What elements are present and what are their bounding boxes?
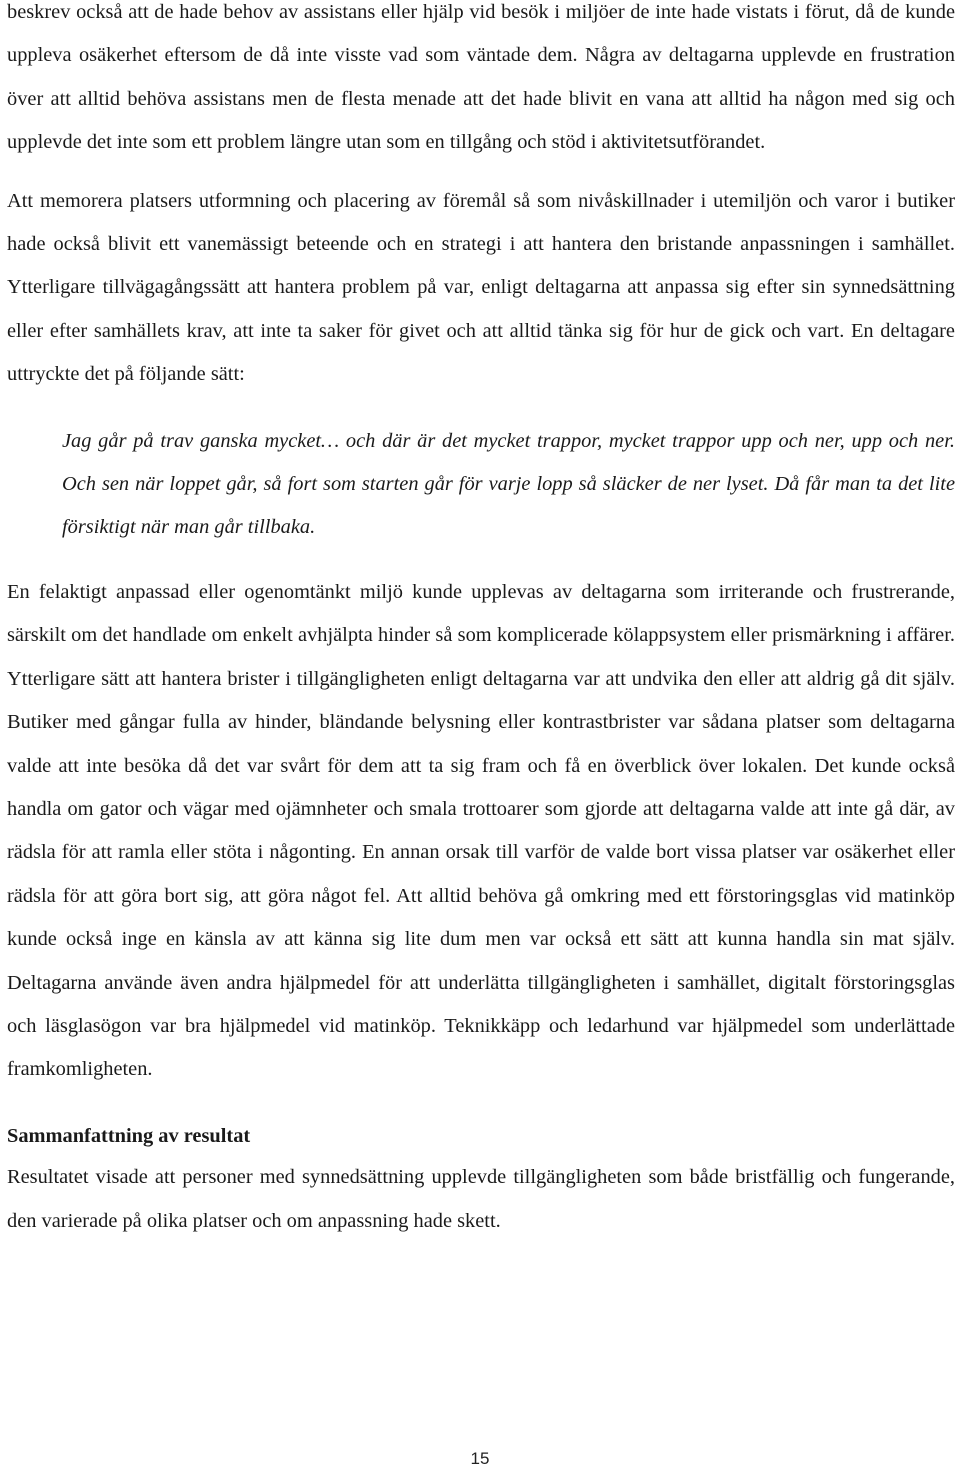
body-paragraph: beskrev också att de hade behov av assistans eller hjälp vid besök i miljöer de inte hade vistats i förut, då de kunde uppleva osäkerhet eftersom de då inte visste vad som väntade dem. Några av deltagarna upplevde en frustration över att alltid behöva assistans men de flesta menade att det hade blivit en vana att alltid ha någon med sig och upplevde det inte som ett problem längre utan som en tillgång och stöd i aktivitetsutförandet. [7,1,955,154]
section-heading: Sammanfattning av resultat [7,1124,251,1147]
body-paragraph: Att memorera platsers utformning och placering av föremål så som nivåskillnader i utemiljön och varor i butiker hade också blivit ett vanemässigt beteende och en strategi i att hantera den bristande anpassningen i samhället. Ytterligare tillvägagångssätt att hantera problem på var, enligt deltagarna att anpassa sig efter sin synnedsättning eller efter samhällets krav, att inte ta saker för givet och att alltid tänka sig för hur de gick och vart. En deltagare uttryckte det på följande sätt: [7,189,955,386]
document-page [7,0,955,1243]
body-paragraph: Resultatet visade att personer med synnedsättning upplevde tillgängligheten som både bristfällig och fungerande, den varierade på olika platser och om anpassning hade skett. [7,1166,955,1232]
page-number: 15 [470,1449,490,1468]
body-paragraph: En felaktigt anpassad eller ogenomtänkt miljö kunde upplevas av deltagarna som irriterande och frustrerande, särskilt om det handlade om enkelt avhjälpta hinder så som komplicerade kölappsystem eller prismärkning i affärer. Ytterligare sätt att hantera brister i tillgängligheten enligt deltagarna var att undvika den eller att aldrig gå dit själv. Butiker med gångar fulla av hinder, bländande belysning eller kontrastbrister var sådana platser som deltagarna valde att inte besöka då det var svårt för dem att ta sig fram och få en överblick över lokalen. Det kunde också handla om gator och vägar med ojämnheter och smala trottoarer som gjorde att deltagarna valde att inte gå där, av rädsla för att ramla eller stöta i någonting. En annan orsak till varför de valde bort vissa platser var osäkerhet eller rädsla för att göra bort sig, att göra något fel. Att alltid behöva gå omkring med ett förstoringsglas vid matinköp kunde också inge en känsla av att känna sig lite dum men var också ett sätt att kunna handla sin mat själv. Deltagarna använde även andra hjälpmedel för att underlätta tillgängligheten i samhället, digitalt förstoringsglas och läsglasögon var bra hjälpmedel vid matinköp. Teknikkäpp och ledarhund var hjälpmedel som underlättade framkomligheten. [7,580,955,1081]
interview-quote: Jag går på trav ganska mycket… och där är det mycket trappor, mycket trappor upp och ner, upp och ner. Och sen när loppet går, så fort som starten går för varje lopp så släcker de ner lyset. Då får man ta det lite försiktigt när man går tillbaka. [62,429,955,539]
